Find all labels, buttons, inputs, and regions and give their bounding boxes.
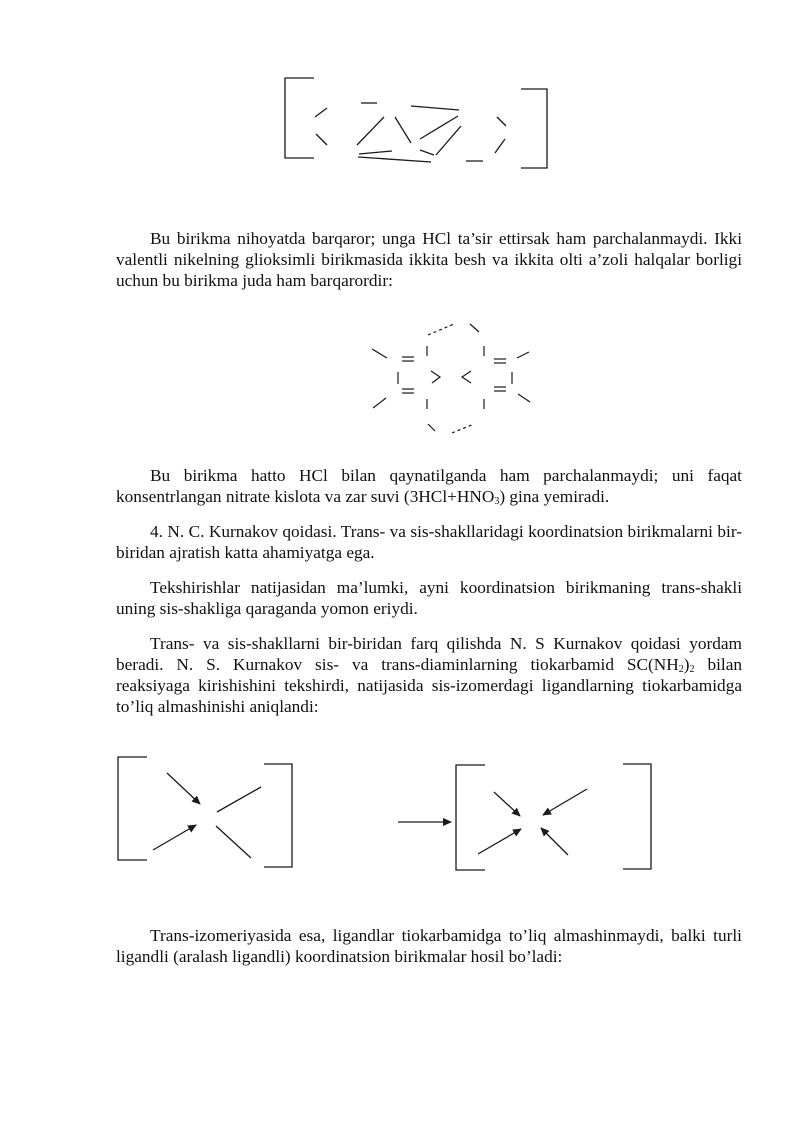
paragraph-text: Trans- va sis-shakllarni bir-biridan farq qilishda N. S Kurnakov qoidasi yordam beradi. N. S. Kurnakov sis- va trans-diaminlarning tiokarbamid SC(NH [116,634,742,674]
paragraph-stability [116,228,742,291]
paragraph-text: bilan reaksiyaga kirishishini tekshirdi, natijasida sis-izomerdagi ligandlarning tiokarbamidga to’liq almashinishi aniqlandi: [116,655,742,716]
paragraph-acid-resistance [116,465,742,507]
subscript: 2 [689,664,695,675]
paragraph-text: ) [683,655,690,674]
paragraph-text: ) gina yemiradi. [499,487,610,506]
paragraph-solubility [116,577,742,619]
paragraph-thiocarbamide-reaction [116,633,742,717]
nickel-glyoxime-structure-figure [0,312,800,442]
complex-ring-fragment-figure [0,74,800,174]
subscript: 2 [678,664,684,675]
left-bracket [285,78,314,158]
paragraph-text: Bu birikma nihoyatda barqaror; unga HCl ta’sir ettirsak ham parchalanmaydi. Ikki valentli nikelning glioksimli birikmasida ikkita besh va ikkita olti a’zoli halqalar borligi uchun bu birikma juda ham barqarordir: [116,229,742,290]
paragraph-trans-isomer [116,925,742,967]
paragraph-text: Tekshirishlar natijasidan ma’lumki, ayni koordinatsion birikmaning trans-shakli uning sis-shakliga qaraganda yomon eriydi. [116,578,742,618]
right-bracket [264,764,292,867]
paragraph-text: 4. N. C. Kurnakov qoidasi. Trans- va sis-shakllaridagi koordinatsion birikmalarni bir-biridan ajratish katta ahamiyatga ega. [116,522,742,562]
right-bracket [623,764,651,869]
kurnakov-reaction-scheme-figure [0,755,800,875]
right-bracket [521,89,547,168]
paragraph-kurnakov-rule-heading [116,521,742,563]
left-bracket [118,757,147,860]
left-bracket [456,765,485,870]
subscript: 3 [494,496,500,507]
paragraph-text: Bu birikma hatto HCl bilan qaynatilganda ham parchalanmaydi; uni faqat konsentrlangan nitrate kislota va zar suvi (3HCl+HNO [116,466,742,506]
paragraph-text: Trans-izomeriyasida esa, ligandlar tiokarbamidga to’liq almashinmaydi, balki turli ligandli (aralash ligandli) koordinatsion birikmalar hosil bo’ladi: [116,926,742,966]
